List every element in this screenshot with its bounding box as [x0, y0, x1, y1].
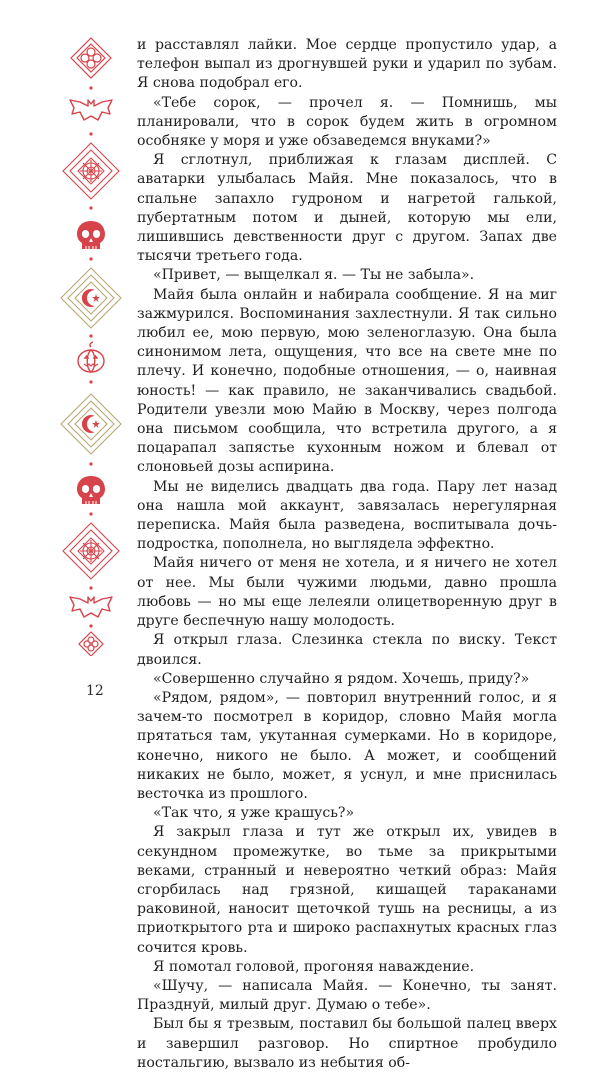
diamond-knot-icon	[71, 38, 111, 78]
dot-icon	[89, 586, 92, 589]
paragraph: Я помотал головой, прогоняя наваждение.	[153, 958, 475, 975]
bat-icon	[70, 597, 112, 617]
paragraph: Я закрыл глаза и тут же открыл их, увидев в секундном промежутке, во тьме за прикрытыми веками, странный и невероятно четкий образ: Майя сгорбилась над грязной, кишащей тараканами раковиной, наносит щеточкой тушь на ресницы, а из приоткрытого рта и широко распахнутых красных глаз сочится кровь.	[137, 824, 557, 956]
page-number: 12	[86, 683, 104, 699]
paragraph: «Шучу, — написала Майя. — Конечно, ты занят. Празднуй, милый друг. Думаю о тебе».	[137, 977, 557, 1014]
dot-icon	[89, 257, 92, 260]
paragraph: Майя ничего от меня не хотела, и я ничего не хотел от нее. Мы были чужими людьми, давно прошла любовь — но мы еще лелеяли олицетворенную друг в друге беспечную нашу молодость.	[137, 555, 557, 630]
dot-icon	[89, 512, 92, 515]
dot-icon	[89, 132, 92, 135]
dot-icon	[89, 86, 92, 89]
cobweb-diamond-icon	[63, 523, 119, 579]
diamond-knot-icon	[79, 632, 103, 656]
paragraph: Я сглотнул, приближая к глазам дисплей. С аватарки улыбалась Майя. Мне показалось, что в спальне запахло гудроном и нагретой галькой, пубертатным потом и дыней, которую мы ели, лишившись девственности друг с другом. Запах две тысячи третьего года.	[137, 152, 557, 265]
paragraph: «Так что, я уже крашусь?»	[153, 805, 355, 822]
skull-icon	[77, 221, 105, 249]
bat-icon	[70, 100, 112, 120]
decorative-margin-strip	[60, 36, 122, 656]
paragraph: Был бы я трезвым, поставил бы большой палец вверх и завершил разговор. Но спиртное пробудило ностальгию, вызвало из небытия об-	[137, 1016, 557, 1071]
paragraph: Я открыл глаза. Слезинка стекла по виску. Текст двоился.	[137, 632, 557, 668]
dot-icon	[89, 380, 92, 383]
crescent-star-diamond-icon	[61, 394, 121, 454]
crescent-star-diamond-icon	[61, 268, 121, 328]
paragraph: «Привет, — выщелкал я. — Ты не забыла».	[153, 267, 475, 284]
paragraph: «Рядом, рядом», — повторил внутренний голос, и я зачем-то посмотрел в коридор, словно Майя могла прятаться там, укутанная сумерками. Но в коридоре, конечно, никого не было. А может, и сообщений никаких не было, может, я уснул, и мне приснилась весточка из прошлого.	[137, 689, 557, 802]
dot-icon	[89, 206, 92, 209]
paragraph: «Тебе сорок, — прочел я. — Помнишь, мы планировали, что в сорок будем жить в огромном особняке у моря и уже обзаведемся внуками?»	[137, 94, 557, 150]
paragraph: Мы не виделись двадцать два года. Пару лет назад она нашла мой аккаунт, завязалась нерегулярная переписка. Майя была разведена, воспитывала дочь-подростка, пополнела, но выглядела эффектно.	[137, 478, 557, 553]
pumpkin-icon	[78, 342, 104, 372]
dot-icon	[89, 334, 92, 337]
body-text	[137, 36, 557, 1073]
dot-icon	[89, 462, 92, 465]
skull-icon	[77, 476, 105, 504]
paragraph: и расставлял лайки. Мое сердце пропустило удар, а телефон выпал из дрогнувшей руки и ударил по зубам. Я снова подобрал его.	[137, 37, 557, 92]
paragraph: Майя была онлайн и набирала сообщение. Я на миг зажмурился. Воспоминания захлестнули. Я так сильно любил ее, мою первую, мою зеленоглазую. Она была синонимом лета, ощущения, что все на свете мне по плечу. И конечно, подобные отношения, — о, наивная юность! — как правило, не заканчивались свадьбой. Родители увезли мою Майю в Москву, через полгода она письмом сообщила, что встретила другого, а я поцарапал запястье кухонным ножом и блевал от слоновьей дозы аспирина.	[137, 286, 557, 476]
paragraph: «Совершенно случайно я рядом. Хочешь, приду?»	[153, 670, 530, 687]
dot-icon	[89, 624, 92, 627]
cobweb-diamond-icon	[63, 143, 119, 199]
